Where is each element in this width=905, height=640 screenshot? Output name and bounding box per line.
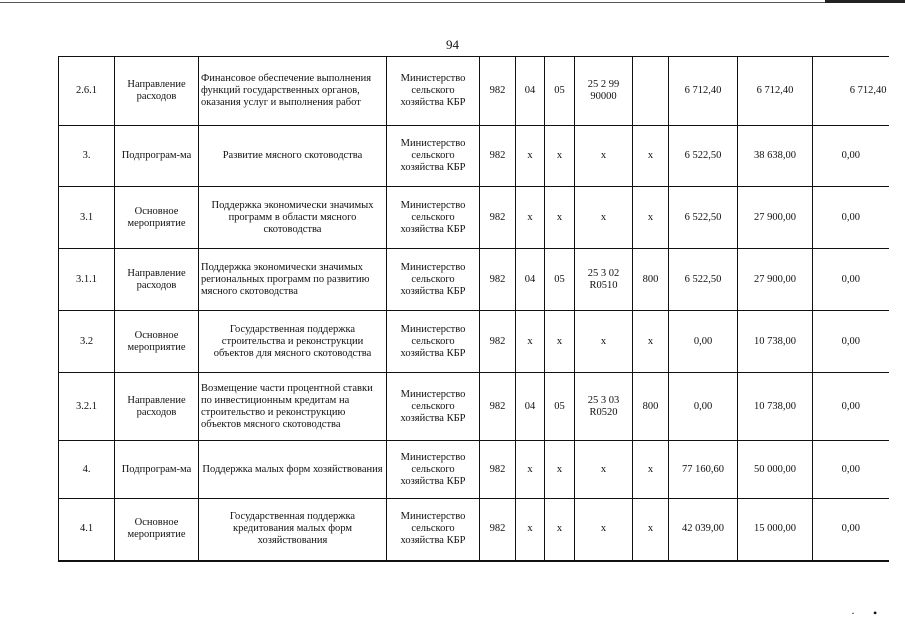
row-vr: 800	[633, 249, 669, 311]
row-amount-2: 50 000,00	[738, 441, 813, 499]
row-pr: x	[545, 126, 575, 187]
row-grbs: 982	[480, 311, 516, 373]
table-row	[59, 311, 889, 373]
row-code: 2.6.1	[59, 57, 115, 126]
row-type: Подпрограм-ма	[115, 441, 199, 499]
row-type: Основное мероприятие	[115, 187, 199, 249]
table-row	[59, 373, 889, 441]
table-row	[59, 499, 889, 561]
row-csr: 25 2 99 90000	[575, 57, 633, 126]
row-vr: x	[633, 311, 669, 373]
row-name: Возмещение части процентной ставки по инвестиционным кредитам на строительство и реконструкцию объектов мясного скотоводства	[199, 373, 387, 441]
row-amount-1: 42 039,00	[669, 499, 738, 561]
table-row	[59, 441, 889, 499]
row-ministry: Министерство сельского хозяйства КБР	[387, 373, 480, 441]
row-name: Финансовое обеспечение выполнения функций государственных органов, оказания услуг и выполнения работ	[199, 57, 387, 126]
row-type: Основное мероприятие	[115, 311, 199, 373]
row-amount-3: 0,00	[813, 311, 889, 373]
row-grbs: 982	[480, 499, 516, 561]
row-code: 3.	[59, 126, 115, 187]
scan-top-mark	[825, 0, 905, 3]
row-rz: x	[516, 499, 545, 561]
row-grbs: 982	[480, 187, 516, 249]
row-type: Направление расходов	[115, 373, 199, 441]
row-ministry: Министерство сельского хозяйства КБР	[387, 57, 480, 126]
row-amount-3: 6 712,40	[813, 57, 889, 126]
row-vr	[633, 57, 669, 126]
row-amount-2: 38 638,00	[738, 126, 813, 187]
row-csr: x	[575, 441, 633, 499]
row-pr: 05	[545, 249, 575, 311]
scan-top-line	[0, 2, 905, 3]
row-amount-3: 0,00	[813, 126, 889, 187]
row-pr: x	[545, 187, 575, 249]
row-csr: x	[575, 187, 633, 249]
table-row	[59, 249, 889, 311]
row-type: Подпрограм-ма	[115, 126, 199, 187]
table-row	[59, 57, 889, 126]
row-amount-1: 6 522,50	[669, 126, 738, 187]
row-name: Поддержка экономически значимых программ в области мясного скотоводства	[199, 187, 387, 249]
row-amount-2: 15 000,00	[738, 499, 813, 561]
row-vr: x	[633, 187, 669, 249]
row-type: Направление расходов	[115, 57, 199, 126]
row-code: 3.2	[59, 311, 115, 373]
row-name: Поддержка малых форм хозяйствования	[199, 441, 387, 499]
row-grbs: 982	[480, 441, 516, 499]
row-rz: x	[516, 126, 545, 187]
row-amount-3: 0,00	[813, 499, 889, 561]
row-rz: x	[516, 441, 545, 499]
row-code: 3.2.1	[59, 373, 115, 441]
row-code: 3.1.1	[59, 249, 115, 311]
row-rz: 04	[516, 249, 545, 311]
row-pr: 05	[545, 57, 575, 126]
row-amount-1: 6 522,50	[669, 187, 738, 249]
table-row	[59, 187, 889, 249]
page-number: 94	[446, 37, 459, 52]
row-csr: 25 3 02 R0510	[575, 249, 633, 311]
row-csr: x	[575, 126, 633, 187]
row-type: Основное мероприятие	[115, 499, 199, 561]
row-ministry: Министерство сельского хозяйства КБР	[387, 187, 480, 249]
row-csr: x	[575, 499, 633, 561]
row-vr: x	[633, 499, 669, 561]
row-amount-1: 0,00	[669, 373, 738, 441]
row-amount-2: 27 900,00	[738, 249, 813, 311]
row-amount-2: 27 900,00	[738, 187, 813, 249]
row-ministry: Министерство сельского хозяйства КБР	[387, 249, 480, 311]
row-vr: x	[633, 441, 669, 499]
row-type: Направление расходов	[115, 249, 199, 311]
row-grbs: 982	[480, 373, 516, 441]
row-name: Поддержка экономически значимых региональных программ по развитию мясного скотоводства	[199, 249, 387, 311]
scan-speck: ·	[851, 606, 855, 620]
row-vr: 800	[633, 373, 669, 441]
row-grbs: 982	[480, 126, 516, 187]
row-code: 4.1	[59, 499, 115, 561]
row-pr: x	[545, 311, 575, 373]
table-row	[59, 126, 889, 187]
row-csr: x	[575, 311, 633, 373]
row-pr: 05	[545, 373, 575, 441]
row-amount-3: 0,00	[813, 187, 889, 249]
row-amount-1: 0,00	[669, 311, 738, 373]
scan-speck: •	[873, 606, 878, 620]
row-amount-1: 77 160,60	[669, 441, 738, 499]
row-rz: 04	[516, 57, 545, 126]
row-pr: x	[545, 441, 575, 499]
row-name: Государственная поддержка кредитования малых форм хозяйствования	[199, 499, 387, 561]
row-name: Государственная поддержка строительства и реконструкции объектов для мясного скотоводства	[199, 311, 387, 373]
row-amount-2: 6 712,40	[738, 57, 813, 126]
row-amount-3: 0,00	[813, 373, 889, 441]
row-rz: 04	[516, 373, 545, 441]
row-amount-2: 10 738,00	[738, 373, 813, 441]
row-amount-3: 0,00	[813, 441, 889, 499]
budget-table	[58, 56, 889, 562]
row-ministry: Министерство сельского хозяйства КБР	[387, 441, 480, 499]
row-rz: x	[516, 187, 545, 249]
row-grbs: 982	[480, 249, 516, 311]
row-ministry: Министерство сельского хозяйства КБР	[387, 126, 480, 187]
row-rz: x	[516, 311, 545, 373]
row-vr: x	[633, 126, 669, 187]
row-amount-3: 0,00	[813, 249, 889, 311]
row-code: 4.	[59, 441, 115, 499]
row-ministry: Министерство сельского хозяйства КБР	[387, 499, 480, 561]
row-code: 3.1	[59, 187, 115, 249]
row-amount-1: 6 522,50	[669, 249, 738, 311]
row-pr: x	[545, 499, 575, 561]
row-amount-2: 10 738,00	[738, 311, 813, 373]
row-grbs: 982	[480, 57, 516, 126]
row-amount-1: 6 712,40	[669, 57, 738, 126]
row-csr: 25 3 03 R0520	[575, 373, 633, 441]
row-ministry: Министерство сельского хозяйства КБР	[387, 311, 480, 373]
row-name: Развитие мясного скотоводства	[199, 126, 387, 187]
